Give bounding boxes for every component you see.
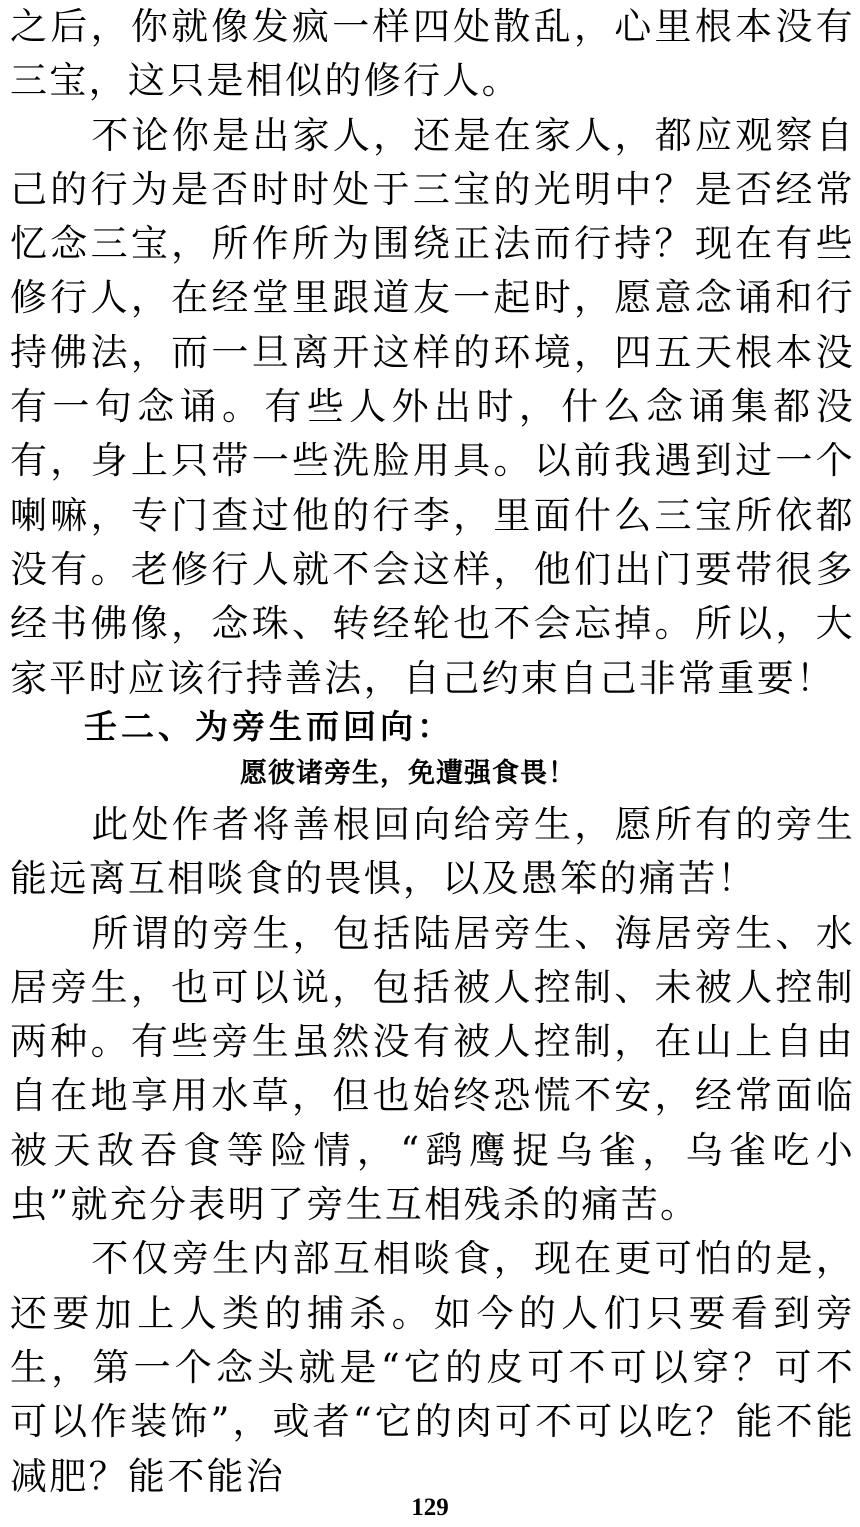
root-verse: 愿彼诸旁生，免遭强食畏！ [240,758,576,789]
section-heading: 壬二、为旁生而回向： [84,707,454,746]
paragraph-continued: 之后，你就像发疯一样四处散乱，心里根本没有三宝，这只是相似的修行人。 [10,5,855,103]
body-text-top [10,0,855,706]
paragraph-dedication: 此处作者将善根回向给旁生，愿所有的旁生能远离互相啖食的畏惧，以及愚笨的痛苦！ [10,803,855,901]
paragraph-three-jewels: 不论你是出家人，还是在家人，都应观察自己的行为是否时时处于三宝的光明中？是否经常忆念三宝，所作所为围绕正法而行持？现在有些修行人，在经堂里跟道友一起时，愿意念诵和行持佛法，而一旦离开这样的环境，四五天根本没有一句念诵。有些人外出时，什么念诵集都没有，身上只带一些洗脸用具。以前我遇到过一个喇嘛，专门查过他的行李，里面什么三宝所依都没有。老修行人就不会这样，他们出门要带很多经书佛像，念珠、转经轮也不会忘掉。所以，大家平时应该行持善法，自己约束自己非常重要！ [10,113,855,700]
paragraph-animal-types: 所谓的旁生，包括陆居旁生、海居旁生、水居旁生，也可以说，包括被人控制、未被人控制两种。有些旁生虽然没有被人控制，在山上自由自在地享用水草，但也始终恐慌不安，经常面临被天敌吞食等险情，“鹞鹰捉乌雀，乌雀吃小虫”就充分表明了旁生互相残杀的痛苦。 [10,911,855,1227]
body-text-bottom [10,798,855,1504]
page-number: 129 [411,1494,449,1521]
paragraph-human-killing: 不仅旁生内部互相啖食，现在更可怕的是，还要加上人类的捕杀。如今的人们只要看到旁生，第一个念头就是“它的皮可不可以穿？可不可以作装饰”，或者“它的肉可不可以吃？能不能减肥？能不能治 [10,1237,855,1498]
